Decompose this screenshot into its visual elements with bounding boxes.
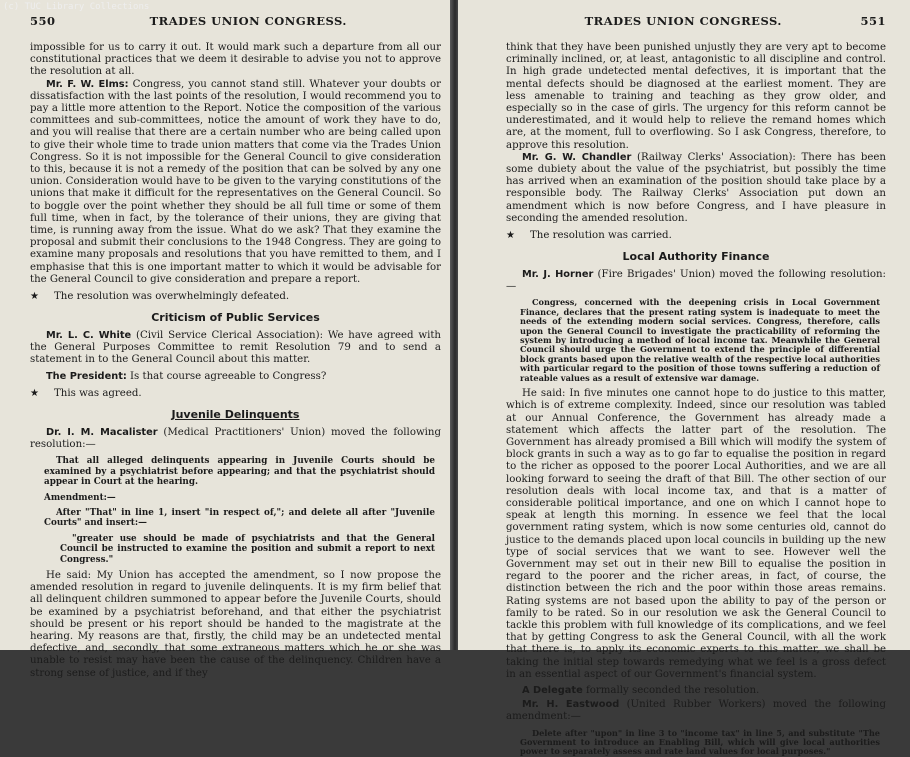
outcome: ★ The resolution was carried.: [506, 230, 672, 242]
paragraph: Mr. J. Horner (Fire Brigades' Union) moved the following resolution:—: [506, 269, 886, 293]
paragraph: Mr. H. Eastwood (United Rubber Workers) moved the following amendment:—: [506, 699, 886, 723]
right-page-header: [506, 14, 886, 28]
paragraph: think that they have been punished unjustly they are very apt to become criminally inclined, or, at least, antagonistic to all discipline and control. In high grade undetected mental defectives, it is important that the mental defects should be diagnosed at the earliest moment. They are less amenable to training and teaching as they grow older, and especially so in the case of girls. The urgency for this reform cannot be underestimated, and it would help to relieve the remand homes which are, at the moment, full to overflowing. So I ask Congress, therefore, to approve this resolution.: [506, 42, 886, 151]
star-icon: ★: [30, 387, 40, 399]
speaker: Mr. J. Horner: [522, 269, 594, 281]
left-page: [0, 0, 453, 679]
right-page: [458, 0, 910, 757]
resolution-text: Delete after "upon" in line 3 to "income tax" in line 5, and substitute "The Government to introduce an Enabling Bill, which will give local authorities power to separately assess and rate land values for local purposes.": [520, 727, 880, 757]
star-icon: ★: [30, 291, 40, 303]
speaker: Dr. I. M. Macalister: [46, 426, 158, 438]
paragraph: Mr. G. W. Chandler (Railway Clerks' Association): There has been some dubiety about the value of the psychiatrist, but possibly the time has arrived when an examination of the position should take place by a responsible body. The Railway Clerks' Association put down an amendment which is now before Congress, and I have pleasure in seconding the amended resolution.: [506, 151, 886, 224]
left-page-header: [30, 14, 441, 28]
watermark: (c) TUC Library Collections: [3, 2, 150, 12]
paragraph: A Delegate formally seconded the resolution.: [522, 684, 760, 696]
paragraph: impossible for us to carry it out. It would mark such a departure from all our constitutional practices that we deem it desirable to advise you not to approve the resolution at all.: [30, 42, 441, 78]
speaker: A Delegate: [522, 684, 583, 696]
resolution-text: "greater use should be made of psychiatrists and that the General Council be instructed to examine the position and submit a report to next Congress.": [60, 533, 435, 565]
paragraph: Mr. L. C. White (Civil Service Clerical Association): We have agreed with the General Purposes Committee to remit Resolution 79 and to send a statement in to the General Council about this matter.: [30, 330, 441, 366]
paragraph: Dr. I. M. Macalister (Medical Practitioners' Union) moved the following resolution:—: [30, 426, 442, 451]
resolution-text: Amendment:—: [44, 492, 116, 503]
paragraph: He said: My Union has accepted the amendment, so I now propose the amended resolution in regard to juvenile delinquents. It is my firm belief that all delinquent children summoned to appear before the Juvenile Courts, should be examined by a psychiatrist beforehand, and that either the psychiatrist should be present or his report should be handed to the magistrate at the hearing. My reasons are that, firstly, the child may be an undetected mental defective, and, secondly, that some extraneous matters which he or she was unable to resist may have been the cause of the delinquency. Children have a strong sense of justice, and if they: [30, 569, 441, 679]
speaker: Mr. L. C. White: [46, 330, 132, 342]
speaker: Mr. G. W. Chandler: [522, 151, 632, 163]
speaker: Mr. H. Eastwood: [522, 699, 620, 711]
paragraph: Mr. F. W. Elms: Congress, you cannot stand still. Whatever your doubts or dissatisfaction with the last points of the resolution, I would recommend you to pay a little more attention to the Report. Notice the composition of the various committees and sub-committees, notice the amount of work they have to do, and you will realise that there are a certain number who are being called upon to give their whole time to trade union matters that come via the Trades Union Congress. So it is not impossible for the General Council to give consideration to this, because it is not a remedy of the position that can be solved by any one union. Consideration would have to be given to the varying constitutions of the unions that make it difficult for the representatives on the General Council. So to boggle over the point whether they should be all full time or some of them full time, when in fact, by the tolerance of their unions, they are giving that time, is running away from the issue. What do we ask? That they examine the proposal and submit their conclusions to the 1948 Congress. They are going to examine many proposals and resolutions that you have remitted to them, and I emphasise that this is one important matter to which it would be advisable for the General Council to give consideration and prepare a report.: [30, 78, 441, 285]
section-heading: Juvenile Delinquents: [171, 407, 300, 421]
paragraph: He said: In five minutes one cannot hope to do justice to this matter, which is of extreme complexity. Indeed, since our resolution was tabled at our Annual Conference, the Government has already made a statement which affects the latter part of the resolution. The Government has already promised a Bill which will modify the system of block grants in such a way as to go far to equalise the position in regard to the richer as opposed to the poorer Local Authorities, and we are all looking forward to seeing the draft of that Bill. The other section of our resolution deals with local income tax, and that is a matter of considerable political importance, and one on which I cannot hope to speak at length this morning. In essence we feel that the local government rating system, which is now some centuries old, cannot do justice to the demands placed upon local councils in building up the new type of social services that we want to see. However well the Government may set out in their new Bill to equalise the position in regard to the poorer and the richer areas, in fact, of course, the distinction between the rich and the poor within those areas remains. Rating systems are not based upon the ability to pay of the person or family to be rated. So in our resolution we ask the General Council to tackle this problem with full knowledge of its complications, and we feel that by getting Congress to ask the General Council, with all the work that there is, to apply its economic experts to this matter, we shall be taking the initial step towards remedying what we feel is a gross defect in an essential aspect of our Government's financial system.: [506, 388, 886, 680]
section-heading: Local Authority Finance: [622, 250, 770, 264]
resolution-text: That all alleged delinquents appearing in Juvenile Courts should be examined by a psychiatrist before appearing; and that the psychiatrist should appear in Court at the hearing.: [44, 456, 435, 488]
page-number: 550: [30, 14, 56, 28]
star-icon: ★: [506, 230, 516, 242]
speaker: The President:: [46, 370, 127, 382]
outcome: ★ The resolution was overwhelmingly defeated.: [30, 291, 290, 303]
page-number: 551: [860, 14, 886, 28]
paragraph: The President: Is that course agreeable to Congress?: [46, 370, 327, 382]
outcome: ★ This was agreed.: [30, 387, 142, 399]
resolution-text: After "That" in line 1, insert "in respect of,"; and delete all after "Juvenile Courts" and insert:—: [44, 507, 435, 529]
resolution-text: Congress, concerned with the deepening crisis in Local Government Finance, declares that the present rating system is inadequate to meet the needs of the extending modern social services. Congress, therefore, calls upon the General Council to investigate the practicability of reforming the system by introducing a method of local income tax. Meanwhile the General Council should urge the Government to extend the principle of differential block grants based upon the relative wealth of the respective local authorities with particular regard to the position of those towns suffering a reduction of rateable values as a result of extensive war damage.: [520, 297, 880, 383]
running-head: TRADES UNION CONGRESS.: [149, 14, 347, 28]
speaker: Mr. F. W. Elms:: [46, 78, 129, 90]
running-head: TRADES UNION CONGRESS.: [584, 14, 782, 28]
section-heading: Criticism of Public Services: [151, 311, 320, 325]
